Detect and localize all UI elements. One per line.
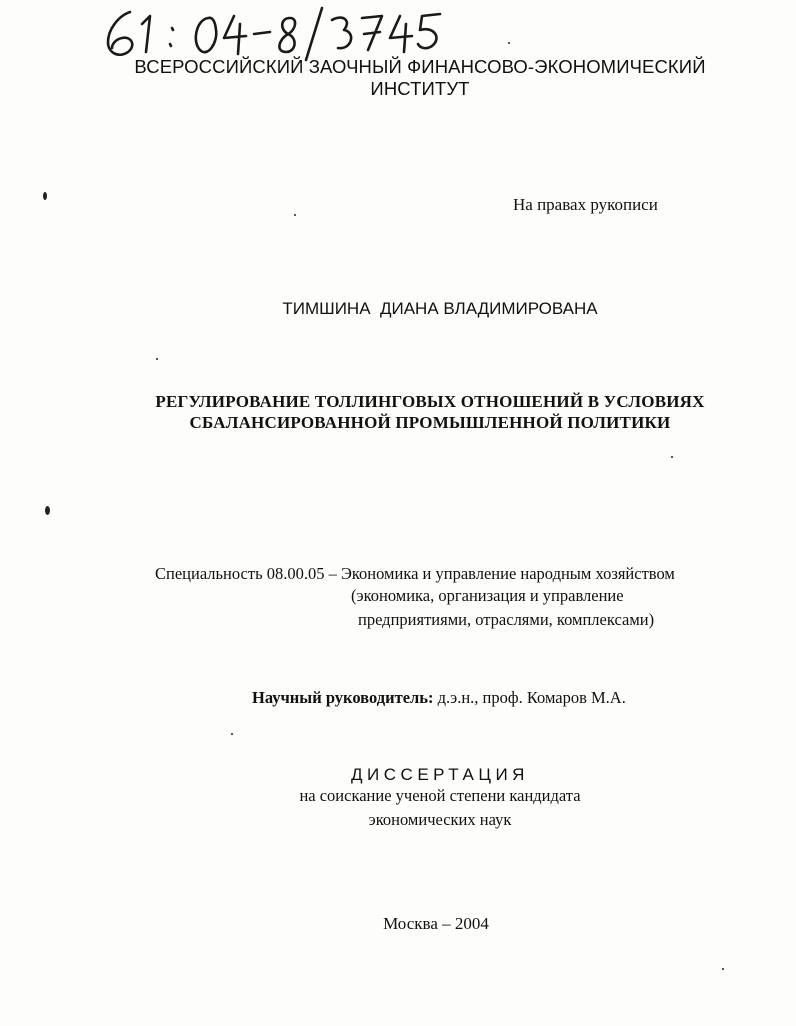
degree-line-2: экономических наук <box>368 810 512 829</box>
scan-speck <box>45 506 50 515</box>
supervisor-label: Научный руководитель: <box>252 688 434 707</box>
specialty-line-1: Специальность 08.00.05 – Экономика и управление народным хозяйством <box>155 564 675 583</box>
dissertation-title-line-1: РЕГУЛИРОВАНИЕ ТОЛЛИНГОВЫХ ОТНОШЕНИЙ В УСЛОВИЯХ <box>155 392 705 411</box>
scan-speck <box>671 456 673 458</box>
dissertation-title-line-2: СБАЛАНСИРОВАННОЙ ПРОМЫШЛЕННОЙ ПОЛИТИКИ <box>189 413 671 432</box>
scan-speck <box>294 214 296 216</box>
scan-speck <box>43 192 47 200</box>
supervisor <box>252 688 626 708</box>
specialty-line-2: (экономика, организация и управление <box>351 586 624 605</box>
author-name: ТИМШИНА ДИАНА ВЛАДИМИРОВАНА <box>282 299 598 318</box>
scan-speck <box>722 968 724 970</box>
supervisor-value: д.э.н., проф. Комаров М.А. <box>433 688 626 707</box>
rights-note: На правах рукописи <box>513 195 658 214</box>
city-year: Москва – 2004 <box>383 914 489 933</box>
scan-speck <box>231 733 233 735</box>
degree-line-1: на соискание ученой степени кандидата <box>299 786 581 805</box>
institute-name-line-2: ИНСТИТУТ <box>370 78 470 99</box>
dissertation-label: ДИССЕРТАЦИЯ <box>351 765 529 784</box>
institute-name-line-1: ВСЕРОССИЙСКИЙ ЗАОЧНЫЙ ФИНАНСОВО-ЭКОНОМИЧЕСКИЙ <box>134 56 706 77</box>
scan-speck <box>156 358 158 360</box>
scan-speck <box>508 42 510 44</box>
specialty-line-3: предприятиями, отраслями, комплексами) <box>358 610 655 629</box>
handwritten-archive-number <box>100 2 460 64</box>
